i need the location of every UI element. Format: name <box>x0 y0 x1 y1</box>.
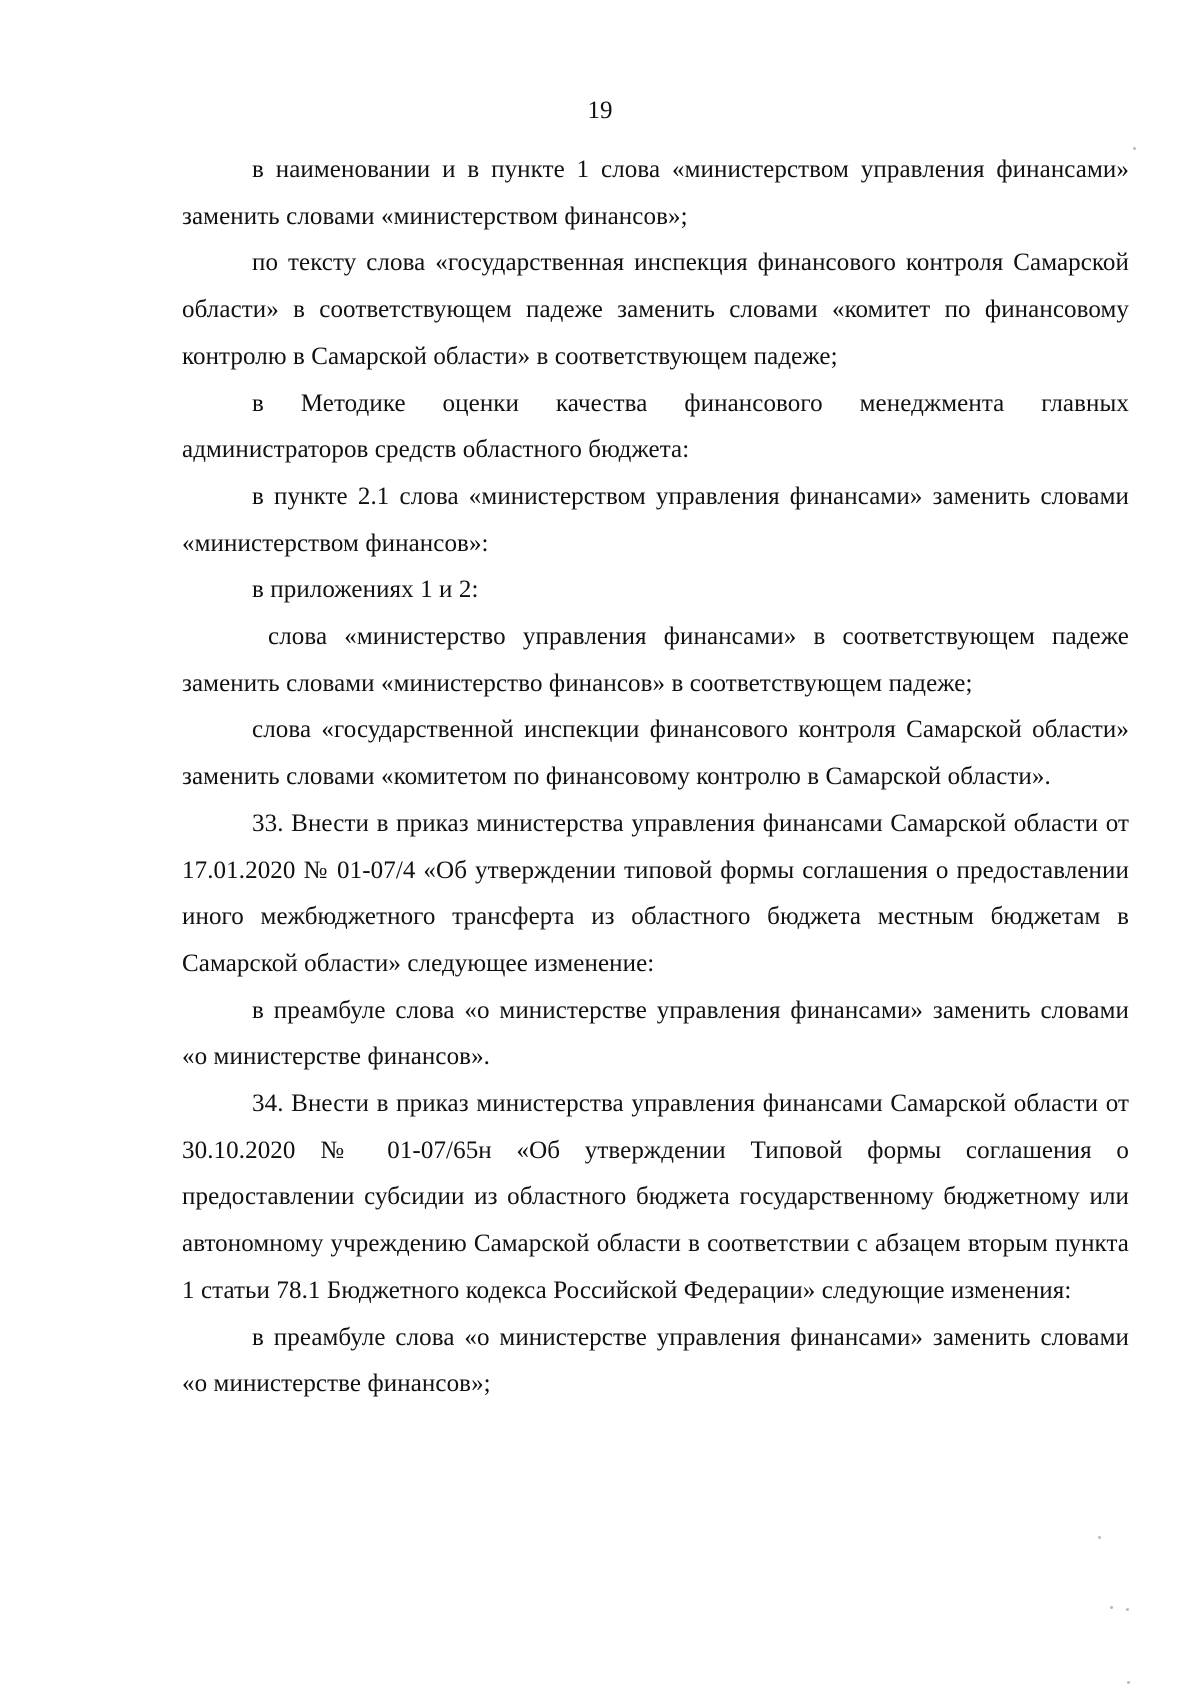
paragraph-appendices: в приложениях 1 и 2: <box>252 576 479 604</box>
scan-dot <box>1110 1606 1113 1609</box>
paragraph-naming-replacement: в наименовании и в пункте 1 слова «министерством управления финансами» заменить словами «министерством финансов»; <box>182 156 1129 230</box>
paragraph-inspection-replacement: по тексту слова «государственная инспекция финансового контроля Самарской области» в соответствующем падеже заменить словами «комитет по финансовому контролю в Самарской области» в соответствующем падеже; <box>182 249 1129 370</box>
paragraph-appendix-inspection: слова «государственной инспекции финансового контроля Самарской области» заменить словами «комитетом по финансовому контролю в Самарской области». <box>182 716 1129 791</box>
paragraph-appendix-ministry: слова «министерство управления финансами» в соответствующем падеже заменить словами «министерство финансов» в соответствующем падеже; <box>182 623 1129 697</box>
paragraph-item-33-preamble: в преамбуле слова «о министерстве управления финансами» заменить словами «о министерстве финансов». <box>182 996 1129 1071</box>
document-body <box>182 147 1129 1408</box>
scan-dot <box>1133 147 1136 150</box>
paragraph-methodology: в Методике оценки качества финансового менеджмента главных администраторов средств областного бюджета: <box>182 389 1129 464</box>
scan-dot <box>1126 1608 1129 1611</box>
paragraph-item-34: 34. Внести в приказ министерства управления финансами Самарской области от 30.10.2020 № 01-07/65н «Об утверждении Типовой формы соглашения о предоставлении субсидии из областного бюджета государственному бюджетному или автономному учреждению Самарской области в соответствии с абзацем вторым пункта 1 статьи 78.1 Бюджетного кодекса Российской Федерации» следующие изменения: <box>182 1090 1129 1304</box>
scan-dot <box>1098 1536 1101 1539</box>
scan-dot <box>1127 1681 1130 1684</box>
paragraph-item-33: 33. Внести в приказ министерства управления финансами Самарской области от 17.01.2020 № 01-07/4 «Об утверждении типовой формы соглашения о предоставлении иного межбюджетного трансферта из областного бюджета местным бюджетам в Самарской области» следующее изменение: <box>182 809 1129 977</box>
paragraph-clause-2-1: в пункте 2.1 слова «министерством управления финансами» заменить словами «министерством финансов»: <box>182 482 1129 557</box>
page-number: 19 <box>587 97 613 124</box>
paragraph-item-34-preamble: в преамбуле слова «о министерстве управления финансами» заменить словами «о министерстве финансов»; <box>182 1323 1129 1398</box>
